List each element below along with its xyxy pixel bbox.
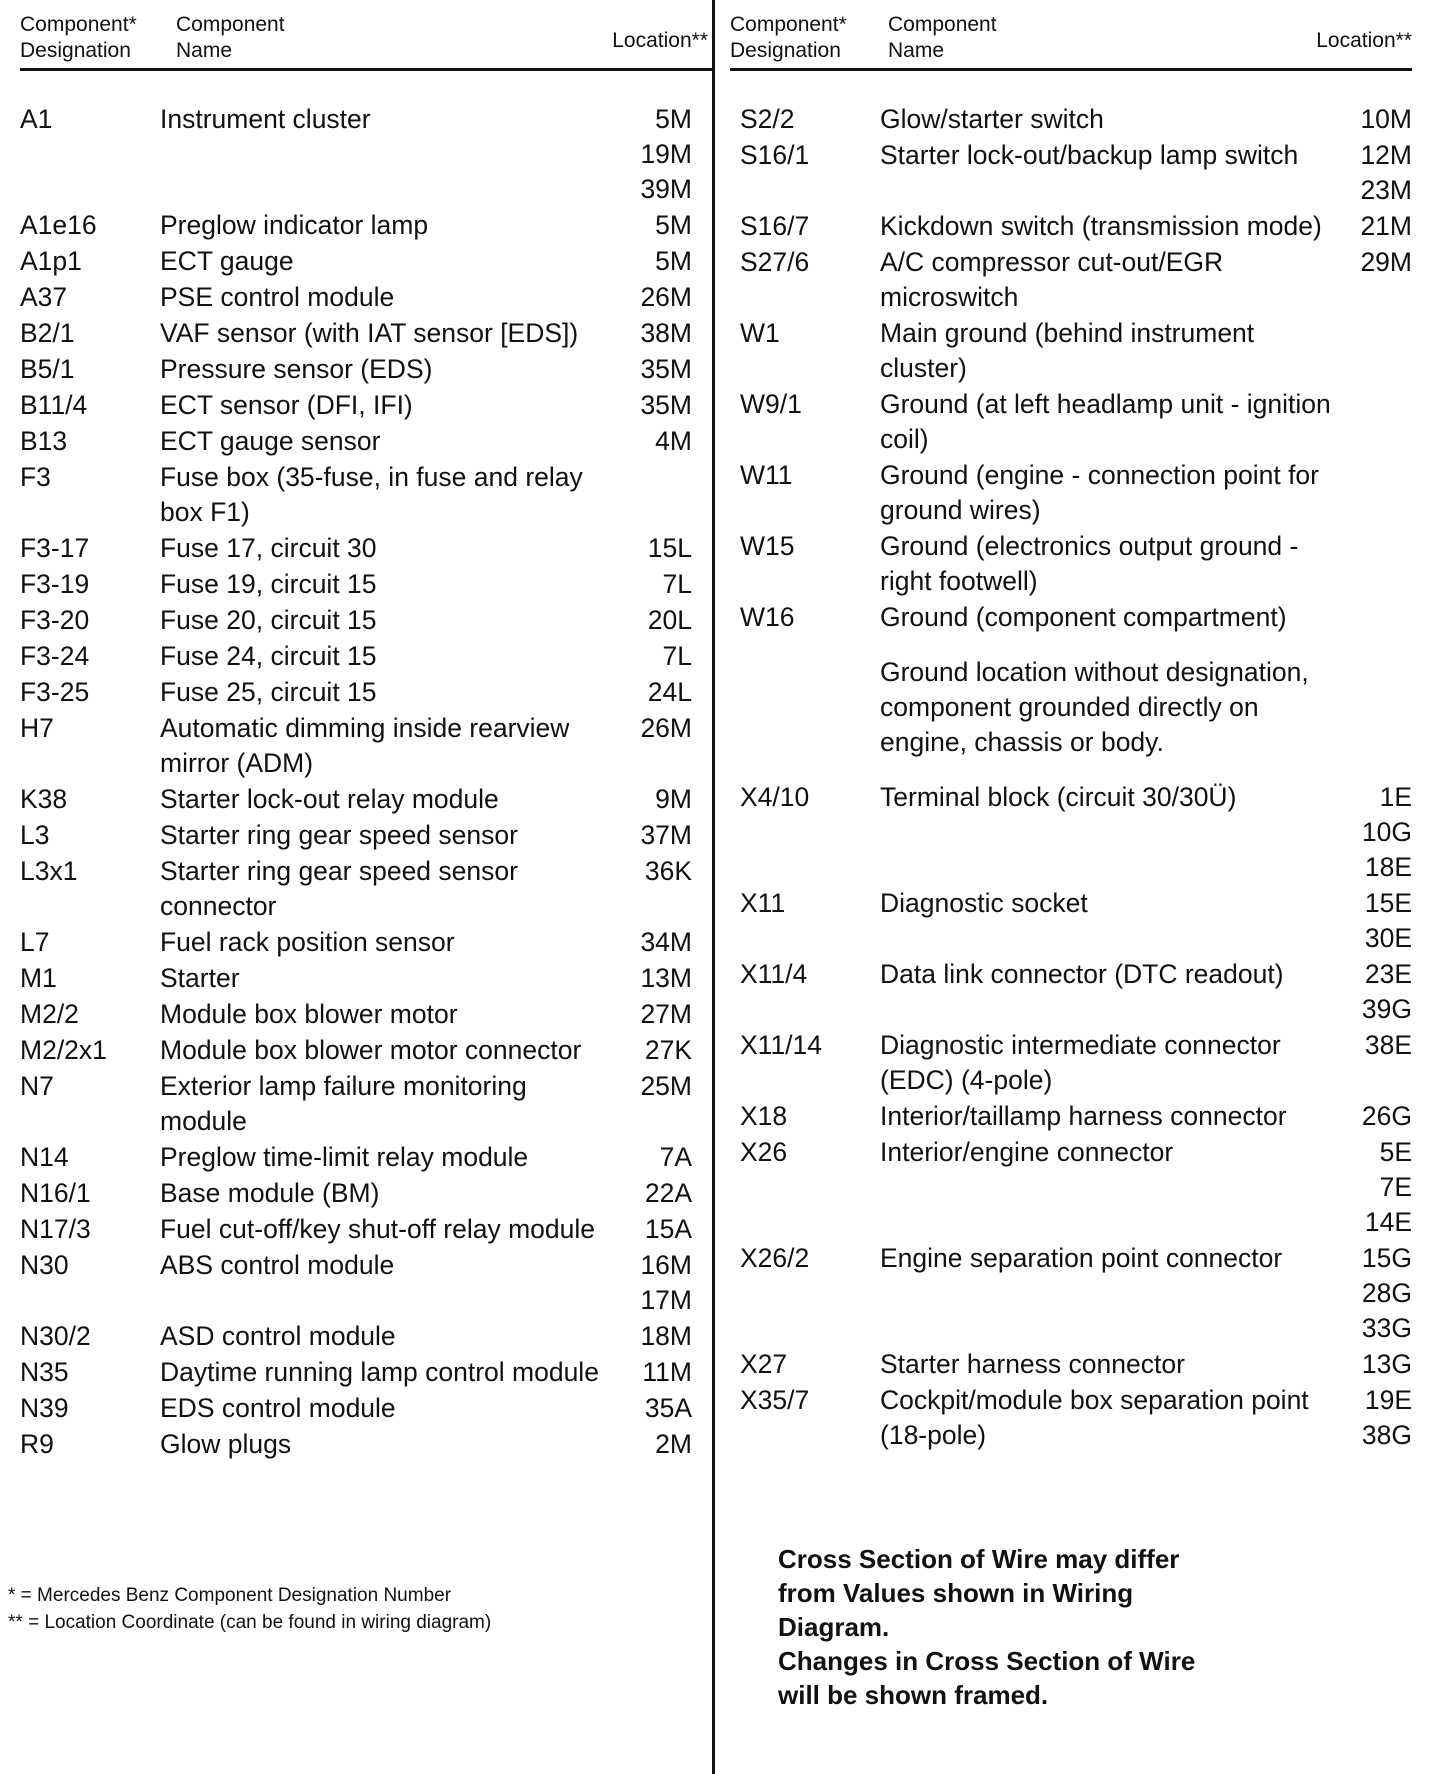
location-coordinates	[622, 531, 692, 566]
location-coordinates	[622, 639, 692, 674]
location-coordinates	[622, 208, 692, 243]
location-coordinates	[1346, 1383, 1412, 1453]
component-name: Interior/engine connector	[880, 1137, 1174, 1167]
component-name: Starter lock-out relay module	[160, 784, 499, 814]
component-name: Module box blower motor	[160, 999, 458, 1029]
location-coordinates	[622, 1319, 692, 1354]
table-row	[740, 209, 1412, 244]
component-name: Fuse 19, circuit 15	[160, 569, 377, 599]
location-value: 15L	[647, 533, 692, 563]
table-header	[20, 12, 712, 72]
component-designation: A37	[20, 282, 68, 312]
location-coordinates	[1346, 1099, 1412, 1134]
component-name: Glow/starter switch	[880, 104, 1104, 134]
cross-section-note: Cross Section of Wire may differ from Values shown in Wiring Diagram. Changes in Cross Section of Wire will be shown framed.	[778, 1544, 1196, 1710]
component-name: Kickdown switch (transmission mode)	[880, 211, 1322, 241]
location-coordinates	[622, 603, 692, 638]
location-value: 15A	[644, 1214, 692, 1244]
component-designation: W15	[740, 531, 795, 561]
location-value: 4M	[655, 426, 692, 456]
location-value: 35M	[640, 390, 692, 420]
component-designation: B2/1	[20, 318, 75, 348]
header-name: Component Name	[176, 13, 285, 62]
location-coordinates	[1346, 316, 1412, 386]
location-value: 17M	[640, 1285, 692, 1315]
table-row	[20, 782, 692, 817]
component-name: Daytime running lamp control module	[160, 1357, 599, 1387]
component-designation: X4/10	[740, 782, 810, 812]
component-designation: X26	[740, 1137, 788, 1167]
component-designation: M2/2x1	[20, 1035, 107, 1065]
table-row	[20, 1319, 692, 1354]
location-value: 5M	[655, 210, 692, 240]
location-coordinates	[622, 280, 692, 315]
component-designation: W16	[740, 602, 795, 632]
table-row	[20, 208, 692, 243]
component-name: Diagnostic socket	[880, 888, 1088, 918]
component-designation	[740, 655, 880, 760]
component-name: Main ground (behind instrument cluster)	[880, 318, 1255, 383]
location-value: 7E	[1379, 1172, 1412, 1202]
component-designation: X35/7	[740, 1385, 810, 1415]
table-row	[740, 1241, 1412, 1346]
component-designation: N14	[20, 1142, 69, 1172]
location-coordinates	[622, 675, 692, 710]
location-value: 19M	[640, 139, 692, 169]
location-value: 35A	[644, 1393, 692, 1423]
component-designation: M1	[20, 963, 57, 993]
location-value: 27M	[640, 999, 692, 1029]
component-designation: B11/4	[20, 390, 88, 420]
location-value: 13M	[640, 963, 692, 993]
component-designation: B5/1	[20, 354, 75, 384]
component-designation: L3	[20, 820, 50, 850]
location-coordinates	[1346, 780, 1412, 885]
component-name: Starter ring gear speed sensor connector	[160, 856, 518, 921]
table-row	[20, 1248, 692, 1318]
component-designation: K38	[20, 784, 68, 814]
component-designation: X11/4	[740, 959, 808, 989]
component-name: Ground (electronics output ground - right footwell)	[880, 531, 1299, 596]
location-value: 28G	[1361, 1278, 1412, 1308]
location-coordinates	[1346, 886, 1412, 956]
location-value: 5E	[1379, 1137, 1412, 1167]
table-row	[740, 1099, 1412, 1134]
location-coordinates	[1346, 655, 1412, 760]
table-header	[730, 12, 1412, 72]
component-designation: X27	[740, 1349, 788, 1379]
location-coordinates	[622, 1248, 692, 1318]
header-location: Location**	[1316, 29, 1412, 52]
component-designation: S16/7	[740, 211, 810, 241]
table-row	[20, 818, 692, 853]
component-designation: B13	[20, 426, 68, 456]
location-value: 15E	[1364, 888, 1412, 918]
table-row	[740, 458, 1412, 528]
component-designation: X26/2	[740, 1243, 810, 1273]
location-coordinates	[622, 1355, 692, 1390]
location-coordinates	[622, 316, 692, 351]
location-value: 10M	[1360, 104, 1412, 134]
header-rule	[730, 68, 1412, 71]
table-row	[740, 655, 1412, 760]
table-row	[20, 567, 692, 602]
table-row	[20, 1212, 692, 1247]
table-row	[20, 1033, 692, 1068]
component-designation: A1e16	[20, 210, 97, 240]
location-value: 23E	[1364, 959, 1412, 989]
table-row	[740, 245, 1412, 315]
location-value: 16M	[640, 1250, 692, 1280]
table-row	[20, 388, 692, 423]
component-name: Ground (engine - connection point for ground wires)	[880, 460, 1319, 525]
component-name: PSE control module	[160, 282, 395, 312]
location-coordinates	[1346, 1028, 1412, 1098]
component-designation: F3	[20, 462, 51, 492]
table-row	[20, 639, 692, 674]
location-value: 29M	[1360, 247, 1412, 277]
location-coordinates	[1346, 138, 1412, 208]
component-name: Pressure sensor (EDS)	[160, 354, 433, 384]
component-name: Ground (component compartment)	[880, 602, 1287, 632]
location-coordinates	[1346, 957, 1412, 1027]
header-rule	[20, 68, 712, 71]
location-coordinates	[622, 424, 692, 459]
table-row	[20, 1391, 692, 1426]
table-row	[740, 316, 1412, 386]
component-designation: A1p1	[20, 246, 82, 276]
location-value: 18E	[1364, 852, 1412, 882]
table-row	[740, 1028, 1412, 1098]
location-coordinates	[622, 567, 692, 602]
location-coordinates	[622, 352, 692, 387]
component-name: ASD control module	[160, 1321, 396, 1351]
table-row	[740, 780, 1412, 885]
component-name: Fuel rack position sensor	[160, 927, 455, 957]
header-location: Location**	[612, 29, 708, 52]
location-value: 5M	[655, 104, 692, 134]
component-name: Ground (at left headlamp unit - ignition coil)	[880, 389, 1331, 454]
table-row	[20, 711, 692, 781]
location-coordinates	[622, 997, 692, 1032]
location-coordinates	[622, 244, 692, 279]
location-value: 30E	[1364, 923, 1412, 953]
component-designation: L3x1	[20, 856, 78, 886]
column-divider	[712, 0, 715, 1774]
location-value: 21M	[1360, 211, 1412, 241]
component-name: ABS control module	[160, 1250, 395, 1280]
table-row	[20, 424, 692, 459]
location-value: 9M	[655, 784, 692, 814]
component-name: A/C compressor cut-out/EGR microswitch	[880, 247, 1224, 312]
location-value: 5M	[655, 246, 692, 276]
location-coordinates	[1346, 387, 1412, 457]
component-designation: S2/2	[740, 104, 795, 134]
location-value: 18M	[640, 1321, 692, 1351]
location-coordinates	[622, 925, 692, 960]
location-coordinates	[622, 818, 692, 853]
component-name: Starter	[160, 963, 240, 993]
location-value: 36K	[644, 856, 692, 886]
component-designation: H7	[20, 713, 54, 743]
table-row	[20, 352, 692, 387]
location-coordinates	[622, 102, 692, 207]
table-row	[740, 957, 1412, 1027]
component-list	[20, 102, 692, 1463]
table-row	[20, 854, 692, 924]
table-row	[20, 102, 692, 207]
table-row	[740, 1347, 1412, 1382]
component-designation: N16/1	[20, 1178, 91, 1208]
table-row	[20, 1427, 692, 1462]
component-name: Base module (BM)	[160, 1178, 380, 1208]
component-designation: F3-19	[20, 569, 90, 599]
table-row	[20, 603, 692, 638]
location-coordinates	[622, 1391, 692, 1426]
location-coordinates	[622, 711, 692, 781]
location-value: 20L	[647, 605, 692, 635]
component-list	[740, 102, 1412, 1454]
table-row	[740, 387, 1412, 457]
location-value: 26M	[640, 282, 692, 312]
component-name: Cockpit/module box separation point (18-pole)	[880, 1385, 1309, 1450]
location-value: 7L	[662, 641, 692, 671]
location-value: 35M	[640, 354, 692, 384]
location-coordinates	[1346, 1241, 1412, 1346]
location-value: 33G	[1361, 1313, 1412, 1343]
component-name: Fuse box (35-fuse, in fuse and relay box F1)	[160, 462, 583, 527]
component-designation: M2/2	[20, 999, 79, 1029]
component-name: Starter harness connector	[880, 1349, 1185, 1379]
component-name: EDS control module	[160, 1393, 396, 1423]
location-value: 14E	[1364, 1207, 1412, 1237]
table-row	[740, 138, 1412, 208]
location-value: 27K	[644, 1035, 692, 1065]
component-name: Glow plugs	[160, 1429, 292, 1459]
component-name: Fuse 24, circuit 15	[160, 641, 377, 671]
component-name: Automatic dimming inside rearview mirror (ADM)	[160, 713, 570, 778]
location-value: 38E	[1364, 1030, 1412, 1060]
location-coordinates	[1346, 245, 1412, 315]
location-coordinates	[622, 782, 692, 817]
location-coordinates	[1346, 1135, 1412, 1240]
component-designation: N30/2	[20, 1321, 91, 1351]
location-coordinates	[622, 1427, 692, 1462]
location-value: 22A	[644, 1178, 692, 1208]
component-name: Instrument cluster	[160, 104, 371, 134]
location-coordinates	[622, 1212, 692, 1247]
table-row	[20, 280, 692, 315]
component-name: Terminal block (circuit 30/30Ü)	[880, 782, 1237, 812]
component-name: Engine separation point connector	[880, 1243, 1283, 1273]
component-name: VAF sensor (with IAT sensor [EDS])	[160, 318, 579, 348]
component-name: Preglow indicator lamp	[160, 210, 429, 240]
header-name: Component Name	[888, 13, 997, 62]
table-row	[20, 1176, 692, 1211]
component-designation: S27/6	[740, 247, 810, 277]
component-name: Ground location without designation, component grounded directly on engine, chassis or body.	[880, 657, 1309, 757]
location-value: 11M	[642, 1357, 692, 1387]
table-row	[740, 1135, 1412, 1240]
component-designation: S16/1	[740, 140, 810, 170]
component-name: Fuse 17, circuit 30	[160, 533, 377, 563]
table-row	[740, 886, 1412, 956]
component-designation: X11/14	[740, 1030, 823, 1060]
component-name: ECT sensor (DFI, IFI)	[160, 390, 413, 420]
header-designation: Component* Designation	[730, 13, 847, 62]
location-coordinates	[622, 1069, 692, 1139]
location-value: 25M	[640, 1071, 692, 1101]
footnote: ** = Location Coordinate (can be found in wiring diagram)	[8, 1612, 492, 1633]
location-value: 1E	[1379, 782, 1412, 812]
location-value: 26M	[640, 713, 692, 743]
component-designation: X11	[740, 888, 786, 918]
table-row	[20, 1140, 692, 1175]
table-row	[740, 600, 1412, 635]
location-coordinates	[622, 1033, 692, 1068]
location-value: 23M	[1360, 175, 1412, 205]
location-value: 12M	[1360, 140, 1412, 170]
location-value: 39M	[640, 174, 692, 204]
location-coordinates	[1346, 1347, 1412, 1382]
location-value: 7A	[659, 1142, 692, 1172]
location-value: 39G	[1361, 994, 1412, 1024]
location-value: 2M	[655, 1429, 692, 1459]
location-value: 34M	[640, 927, 692, 957]
component-name: Fuse 20, circuit 15	[160, 605, 377, 635]
table-row	[20, 531, 692, 566]
component-designation: X18	[740, 1101, 788, 1131]
location-value: 10G	[1361, 817, 1412, 847]
component-name: Diagnostic intermediate connector (EDC) (4-pole)	[880, 1030, 1281, 1095]
component-designation: N39	[20, 1393, 69, 1423]
component-name: ECT gauge sensor	[160, 426, 381, 456]
table-row	[20, 1355, 692, 1390]
location-value: 37M	[640, 820, 692, 850]
component-designation: F3-20	[20, 605, 90, 635]
component-designation: N17/3	[20, 1214, 91, 1244]
location-coordinates	[1346, 600, 1412, 635]
component-name: Data link connector (DTC readout)	[880, 959, 1284, 989]
component-name: Starter lock-out/backup lamp switch	[880, 140, 1299, 170]
component-designation: F3-17	[20, 533, 90, 563]
location-value: 15G	[1361, 1243, 1412, 1273]
component-designation: W9/1	[740, 389, 802, 419]
location-value: 13G	[1361, 1349, 1412, 1379]
table-row	[20, 997, 692, 1032]
component-name: ECT gauge	[160, 246, 294, 276]
component-name: Preglow time-limit relay module	[160, 1142, 529, 1172]
location-value: 38G	[1361, 1420, 1412, 1450]
table-row	[20, 316, 692, 351]
location-coordinates	[622, 1140, 692, 1175]
location-coordinates	[1346, 529, 1412, 599]
location-value: 19E	[1364, 1385, 1412, 1415]
header-designation: Component* Designation	[20, 13, 137, 62]
table-row	[20, 244, 692, 279]
component-name: Starter ring gear speed sensor	[160, 820, 518, 850]
table-row	[20, 675, 692, 710]
component-name: Fuel cut-off/key shut-off relay module	[160, 1214, 596, 1244]
component-name: Interior/taillamp harness connector	[880, 1101, 1287, 1131]
table-row	[740, 102, 1412, 137]
component-name: Fuse 25, circuit 15	[160, 677, 377, 707]
component-designation: F3-25	[20, 677, 90, 707]
location-value: 7L	[662, 569, 692, 599]
location-coordinates	[622, 961, 692, 996]
component-name: Exterior lamp failure monitoring module	[160, 1071, 527, 1136]
location-coordinates	[622, 854, 692, 924]
component-name: Module box blower motor connector	[160, 1035, 582, 1065]
location-coordinates	[1346, 458, 1412, 528]
location-value: 26G	[1361, 1101, 1412, 1131]
location-value: 24L	[647, 677, 692, 707]
footnote: * = Mercedes Benz Component Designation Number	[8, 1585, 452, 1606]
component-designation: L7	[20, 927, 50, 957]
location-coordinates	[622, 388, 692, 423]
location-coordinates	[622, 460, 692, 530]
component-designation: N7	[20, 1071, 54, 1101]
table-row	[20, 1069, 692, 1139]
component-designation: N30	[20, 1250, 69, 1280]
table-row	[20, 961, 692, 996]
location-coordinates	[1346, 102, 1412, 137]
location-coordinates	[1346, 209, 1412, 244]
component-designation: F3-24	[20, 641, 90, 671]
component-designation: W1	[740, 318, 780, 348]
footnotes	[8, 1582, 491, 1636]
component-designation: W11	[740, 460, 793, 490]
table-row	[20, 460, 692, 530]
component-designation: A1	[20, 104, 53, 134]
location-coordinates	[622, 1176, 692, 1211]
component-designation: N35	[20, 1357, 69, 1387]
table-row	[740, 529, 1412, 599]
component-designation: R9	[20, 1429, 54, 1459]
table-row	[740, 1383, 1412, 1453]
table-row	[20, 925, 692, 960]
location-value: 38M	[640, 318, 692, 348]
